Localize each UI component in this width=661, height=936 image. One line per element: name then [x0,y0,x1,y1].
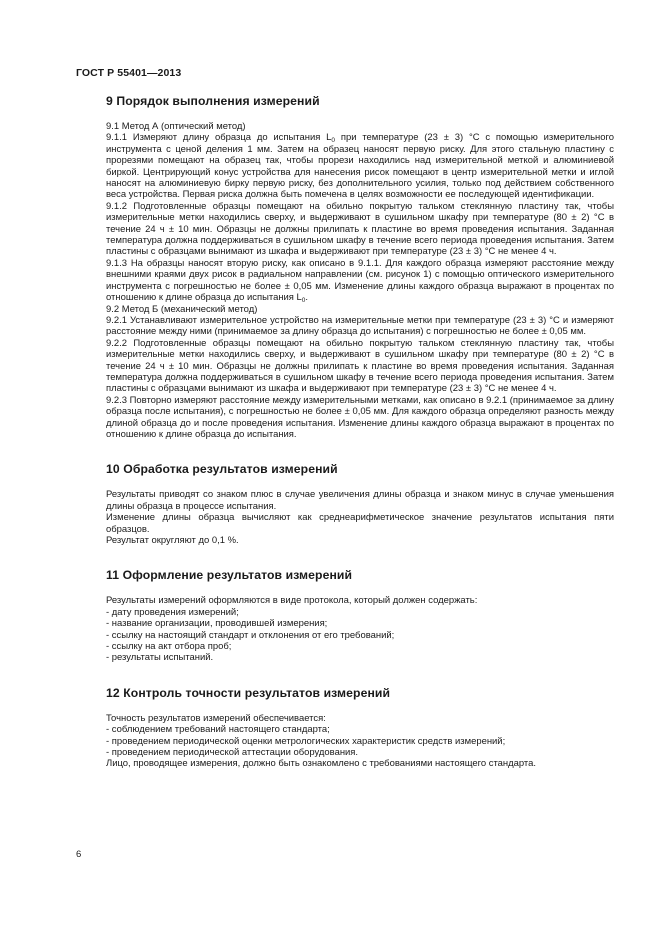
section-9-2-2: 9.2.2 Подготовленные образцы помещают на обильно покрытую тальком стеклянную пластину так, чтобы измерительные метки находились сверху, и выдерживают в сушильном шкафу при температуре (80 ± 2) °С в течение 24 ч ± 10 мин. Образцы не должны прилипать к пластине во время проведения испытания. Заданная температура должна поддерживаться в сушильном шкафу в течение всего периода проведения испытания. Затем пластины с образцами вынимают из шкафа и выдерживают при температуре (23 ± 3) °С не менее 4 ч. [106,337,614,395]
section-9-title: 9 Порядок выполнения измерений [106,94,320,108]
section-9-2-1: 9.2.1 Устанавливают измерительное устройство на измерительные метки при температуре (23 ± 3) °С и измеряют расстояние между ними (принимаемое за длину образца до испытания) с погрешностью не более ± 0,05 мм. [106,314,614,338]
section-9-1-3 [106,258,614,304]
l0-subscript: 0 [301,297,306,305]
list-item: - результаты испытаний. [106,652,214,664]
section-9-2-3: 9.2.3 Повторно измеряют расстояние между измерительными метками, как описано в 9.2.1 (принимаемое за длину образца после испытания), с погрешностью не более ± 0,05 мм. Для каждого образца определяют разность между длиной образца до и после проведения испытания. Изменение длины каждого образца выражают в процентах по отношению к длине образца до испытания. [106,394,614,440]
list-item: - ссылку на настоящий стандарт и отклонения от его требований; [106,629,395,641]
section-9-1-3-text-a: 9.1.3 На образцы наносят вторую риску, как описано в 9.1.1. Для каждого образца измеряют расстояние между внешними краями двух рисок в радиальном направлении (см. рисунок 1) с помощью оптического измерительного инструмента с погрешностью не более ± 0,05 мм. Изменение длины каждого образца выражают в процентах по отношению к длине образца до испытания L [106,257,614,304]
section-9-1-1 [106,132,614,200]
list-item: - проведением периодической оценки метрологических характеристик средств измерений; [106,735,506,747]
document-body [106,94,614,780]
list-item: - проведением периодической аттестации оборудования. [106,747,359,759]
section-9-1-3-text-b: . [305,292,309,304]
section-12-intro: Точность результатов измерений обеспечивается: [106,712,326,724]
section-10-p3: Результат округляют до 0,1 %. [106,535,239,546]
list-item: - дату проведения измерений; [106,606,239,618]
section-9-1-1-text-a: 9.1.1 Измеряют длину образца до испытания L [106,132,332,144]
list-item: - название организации, проводившей измерения; [106,618,328,630]
section-11-title: 11 Оформление результатов измерений [106,568,353,583]
section-10-body [106,489,614,546]
list-item: - ссылку на акт отбора проб; [106,641,232,653]
section-9-body [106,121,614,440]
section-11-intro: Результаты измерений оформляются в виде протокола, который должен содержать: [106,595,478,607]
section-9-1-1-text-b: при температуре (23 ± 3) °С с помощью измерительного инструмента с ценой деления 1 мм. Затем на образец наносят первую риску. Для этого стальную пластину с прорезями помещают на образец так, чтобы прорези находились над измерительной меткой и алюминиевой биркой. Центрирующий конус устройства для нанесения рисок помещают в центр измерительной метки и иглой наносят на алюминиевую бирку первую риску, без дополнительного усилия, только под действием собственного веса устройства. Первая риска должна быть помечена в целях возможности ее последующей идентификации. [106,132,614,201]
section-12-final: Лицо, проводящее измерения, должно быть ознакомлено с требованиями настоящего стандарта. [106,758,537,770]
section-9-1-2: 9.1.2 Подготовленные образцы помещают на обильно покрытую тальком стеклянную пластину так, чтобы измерительные метки находились сверху, и выдерживают в сушильном шкафу при температуре (80 ± 2) °С в течение 24 ч ± 10 мин. Образцы не должны прилипать к пластине во время проведения испытания. Заданная температура должна поддерживаться в сушильном шкафу в течение всего периода проведения испытания. Затем пластины с образцами вынимают из шкафа и выдерживают при температуре (23 ± 3) °С не менее 4 ч. [106,200,614,258]
section-12-title: 12 Контроль точности результатов измерений [106,685,391,700]
section-10-p2: Изменение длины образца вычисляют как среднеарифметическое значение результатов испытания пяти образцов. [106,512,614,535]
section-9-1-heading: 9.1 Метод А (оптический метод) [106,121,246,132]
section-9-2-heading: 9.2 Метод Б (механический метод) [106,303,258,315]
list-item: - соблюдением требований настоящего стандарта; [106,724,330,736]
section-11-body [106,595,614,663]
section-10-title: 10 Обработка результатов измерений [106,462,338,477]
document-header: ГОСТ Р 55401—2013 [76,67,182,79]
l0-subscript: 0 [331,137,336,145]
section-12-body [106,713,614,770]
page-number: 6 [76,849,82,860]
section-10-p1: Результаты приводят со знаком плюс в случае увеличения длины образца и знаком минус в случае уменьшения длины образца в процессе испытания. [106,489,614,512]
